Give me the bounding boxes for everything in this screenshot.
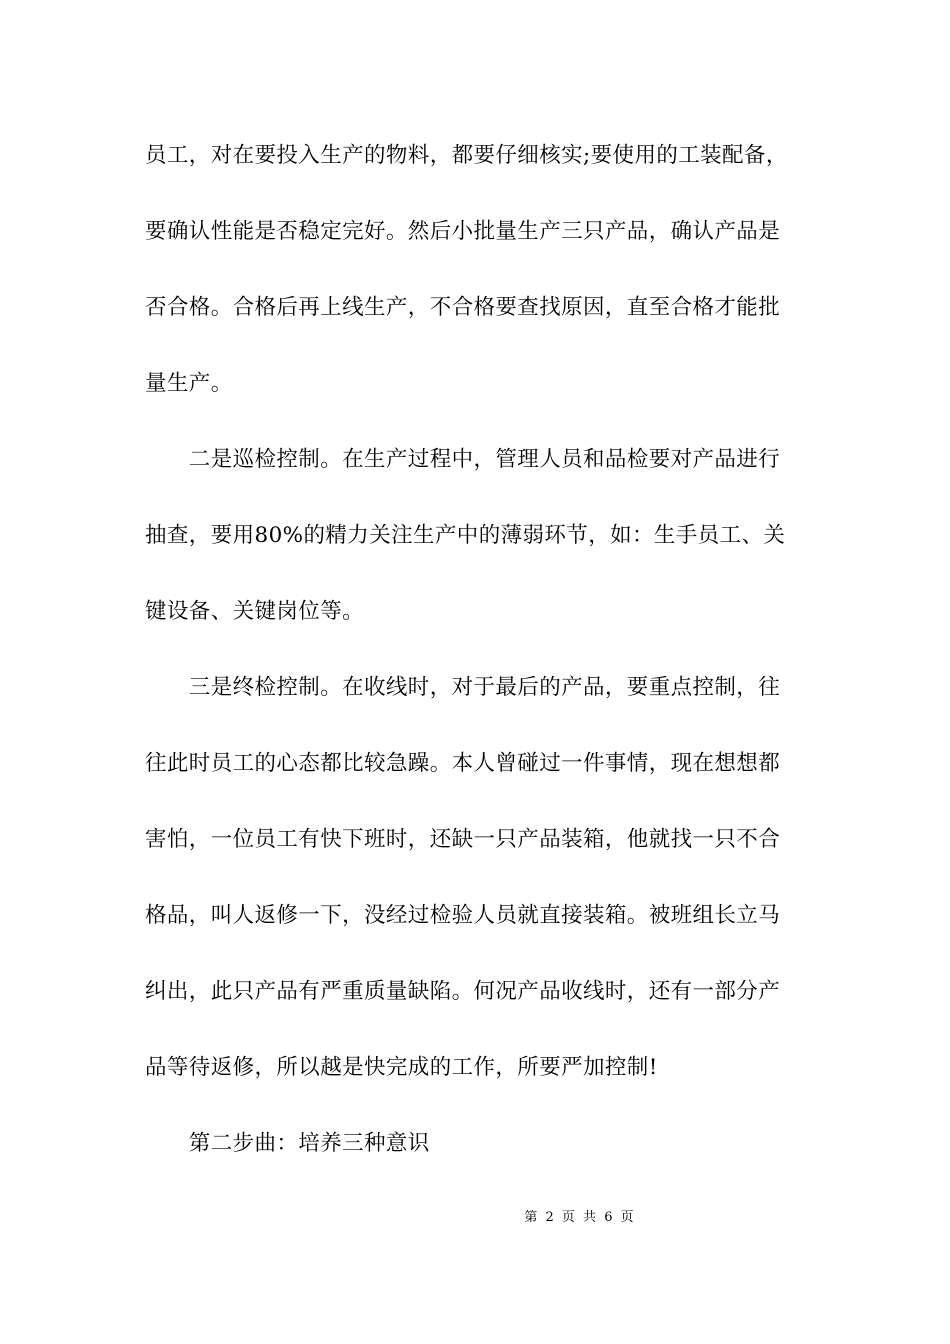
text-line: 否合格。合格后再上线生产，不合格要查找原因，直至合格才能批 <box>145 295 781 320</box>
text-line: 往此时员工的心态都比较急躁。本人曾碰过一件事情，现在想想都 <box>145 751 781 776</box>
text-line: 害怕，一位员工有快下班时，还缺一只产品装箱，他就找一只不合 <box>145 827 781 852</box>
document-body <box>145 128 810 1192</box>
page-number-footer: 第 2 页 共 6 页 <box>524 1210 636 1225</box>
section-heading: 第二步曲：培养三种意识 <box>145 1131 430 1156</box>
text-line: 量生产。 <box>145 371 233 396</box>
text-line: 品等待返修，所以越是快完成的工作，所要严加控制! <box>145 1055 658 1080</box>
text-line: 要确认性能是否稳定完好。然后小批量生产三只产品，确认产品是 <box>145 219 781 244</box>
text-line: 三是终检控制。在收线时，对于最后的产品，要重点控制，往 <box>145 675 781 700</box>
text-line: 抽查，要用80%的精力关注生产中的薄弱环节，如：生手员工、关 <box>145 523 786 548</box>
text-line: 二是巡检控制。在生产过程中，管理人员和品检要对产品进行 <box>145 447 781 472</box>
text-line: 键设备、关键岗位等。 <box>145 599 365 624</box>
text-line: 纠出，此只产品有严重质量缺陷。何况产品收线时，还有一部分产 <box>145 979 781 1004</box>
text-line: 员工，对在要投入生产的物料，都要仔细核实;要使用的工装配备， <box>145 143 788 168</box>
text-line: 格品，叫人返修一下，没经过检验人员就直接装箱。被班组长立马 <box>145 903 781 928</box>
